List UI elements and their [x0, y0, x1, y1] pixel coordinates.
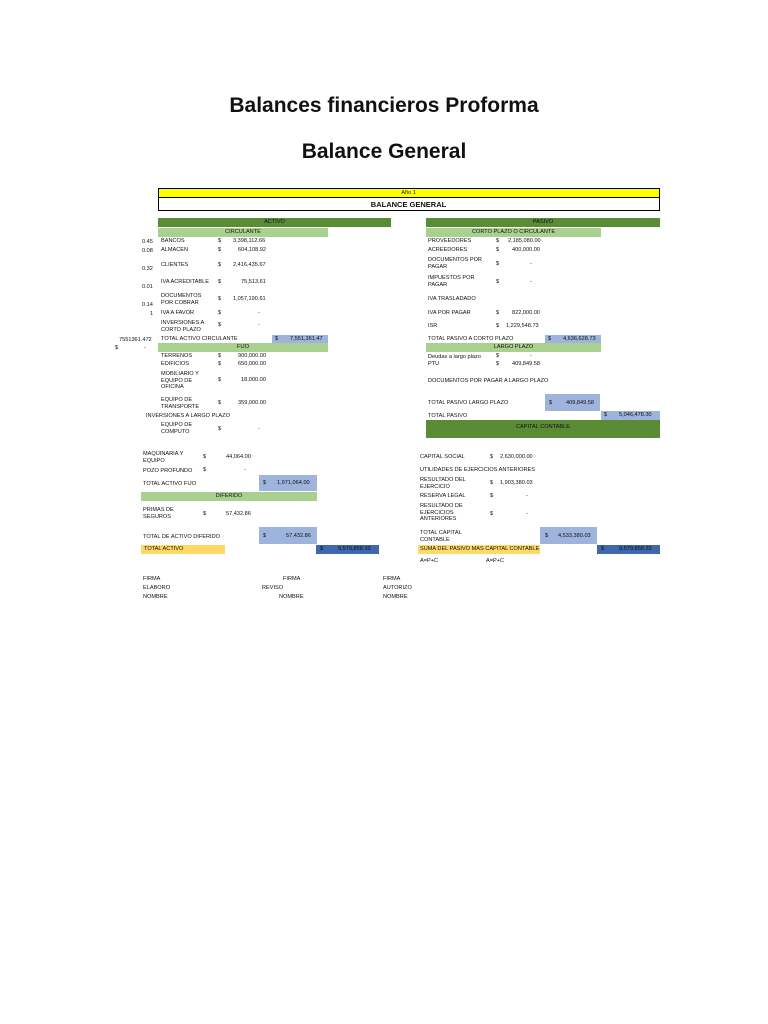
ratio: 0.08 — [142, 248, 153, 254]
currency: $ — [601, 546, 605, 552]
capital-header — [426, 420, 660, 438]
currency: $ — [218, 322, 222, 328]
check-label: A=P+C — [486, 558, 505, 564]
capital-item-label: RESULTADO DEL EJERCICIO — [420, 477, 466, 490]
side-dash: - — [144, 345, 146, 351]
activo-item-label: IVA A FAVOR — [161, 310, 195, 316]
pasivo-item-label: IVA POR PAGAR — [428, 310, 471, 316]
capital-label: CAPITAL CONTABLE — [516, 424, 570, 430]
suma-label: SUMA DEL PASIVO MAS CAPITAL CONTABLE — [420, 546, 540, 552]
side-note: 7551361.472 — [119, 337, 152, 343]
capital-item-value: 2,630,000.00 — [500, 454, 533, 460]
pasivo-item-value: 400,000.00 — [512, 247, 540, 253]
diferido-label: DIFERIDO — [215, 493, 243, 499]
currency: $ — [496, 361, 500, 367]
total-pasivo-label: TOTAL PASIVO — [428, 413, 468, 419]
currency: $ — [496, 310, 500, 316]
diferido-item-value: 57,432.86 — [226, 511, 251, 517]
currency: $ — [496, 261, 500, 267]
activo-item-label: BANCOS — [161, 238, 185, 244]
currency: $ — [549, 400, 553, 406]
currency: $ — [496, 323, 500, 329]
activo-item-value: 75,513.61 — [241, 279, 266, 285]
currency: $ — [218, 247, 222, 253]
activo-item-value: 604,108.92 — [238, 247, 266, 253]
pasivo-item-value: - — [530, 261, 532, 267]
balance-label: BALANCE GENERAL — [370, 200, 447, 209]
fijo-item-value: - — [258, 426, 260, 432]
pasivo-label: PASIVO — [532, 219, 554, 225]
currency: $ — [496, 238, 500, 244]
diferido-header — [141, 492, 317, 501]
currency: $ — [263, 480, 267, 486]
fijo-item-value: 18,000.00 — [241, 377, 266, 383]
total-fijo-cell — [259, 475, 317, 491]
total-activo-value: 9,579,858.33 — [338, 546, 371, 552]
total-largo-cell — [545, 394, 600, 411]
fijo-item-label: MOBILIARIO Y EQUIPO DE OFICINA — [161, 371, 199, 390]
currency: $ — [115, 345, 119, 351]
firma-role: REVISO — [262, 585, 284, 591]
currency: $ — [275, 336, 279, 342]
currency: $ — [218, 238, 222, 244]
check-label: A=P+C — [420, 558, 439, 564]
currency: $ — [203, 467, 207, 473]
pasivo-item-label: ACREEDORES — [428, 247, 468, 253]
capital-item-label: CAPITAL SOCIAL — [420, 454, 465, 460]
total-activo-cell — [316, 545, 379, 554]
largo-item-value: 409,849.58 — [512, 361, 540, 367]
total-activo-label-cell — [141, 545, 225, 554]
activo-item-value: 3,398,112.66 — [233, 238, 266, 244]
firma-role: AUTORIZO — [383, 585, 412, 591]
capital-item-value: - — [526, 493, 528, 499]
ratio: 1 — [150, 311, 154, 317]
largo-plazo-header — [426, 343, 601, 352]
pasivo-item-label: IMPUESTOS POR PAGAR — [428, 275, 475, 288]
main-title: Balances financieros Proforma — [229, 94, 539, 117]
total-capital-label: TOTAL CAPITAL CONTABLE — [420, 530, 462, 543]
pasivo-header — [426, 218, 660, 227]
corto-plazo-label: CORTO PLAZO O CIRCULANTE — [471, 229, 556, 235]
currency: $ — [218, 353, 222, 359]
capital-item-label: RESERVA LEGAL — [420, 493, 466, 499]
total-diferido-label: TOTAL DE ACTIVO DIFERIDO — [143, 534, 220, 540]
year-label: Año 1 — [401, 190, 416, 196]
currency: $ — [496, 247, 500, 253]
currency: $ — [218, 361, 222, 367]
fijo-item-label: EQUIPO DE COMPUTO — [161, 422, 193, 435]
firma-name: NOMBRE — [383, 594, 408, 600]
currency: $ — [218, 426, 222, 432]
pasivo-item-value: 1,229,548.73 — [506, 323, 539, 329]
activo-item-value: - — [258, 322, 260, 328]
total-fijo-value: 1,971,064.00 — [277, 480, 310, 486]
capital-item-label: RESULTADO DE EJERCICIOS ANTERIORES — [420, 503, 463, 522]
currency: $ — [218, 296, 222, 302]
ratio: 0.32 — [142, 266, 153, 272]
pasivo-item-label: IVA TRASLADADO — [428, 296, 476, 302]
fijo-item-label: EDIFICIOS — [161, 361, 189, 367]
total-diferido-value: 57,432.86 — [286, 533, 311, 539]
firma-role: ELABORO — [143, 585, 171, 591]
activo-item-label: IVA ACREDITABLE — [161, 279, 209, 285]
largo-item-value: - — [530, 353, 532, 359]
circulante-label: CIRCULANTE — [225, 229, 261, 235]
largo-item-label: Deudas a largo plazo — [428, 354, 481, 360]
pasivo-item-value: 2,185,080.00 — [508, 238, 541, 244]
currency: $ — [490, 511, 494, 517]
pasivo-item-label: PROVEEDORES — [428, 238, 472, 244]
fijo-item-value: 359,000.00 — [238, 400, 266, 406]
ratio: 0.45 — [142, 239, 153, 245]
fijo-item-value: 650,000.00 — [238, 361, 266, 367]
total-diferido-cell — [259, 527, 317, 544]
subtitle: Balance General — [301, 140, 467, 163]
total-fijo-label: TOTAL ACTIVO FIJO — [143, 481, 197, 487]
firma-label: FIRMA — [283, 576, 301, 582]
fijo-item-label: MAQUINARIA Y EQUIPO — [143, 451, 184, 464]
activo-item-label: CLIENTES — [161, 262, 189, 268]
fijo-item-label: TERRENOS — [161, 353, 193, 359]
currency: $ — [490, 480, 494, 486]
pasivo-item-value: 822,000.00 — [512, 310, 540, 316]
firma-label: FIRMA — [143, 576, 161, 582]
pasivo-item-label: ISR — [428, 323, 438, 329]
activo-label: ACTIVO — [264, 219, 285, 225]
activo-item-label: INVERSIONES A CORTO PLAZO — [161, 320, 204, 333]
largo-item-label: PTU — [428, 361, 440, 367]
currency: $ — [496, 353, 500, 359]
ratio: 0.01 — [142, 284, 153, 290]
fijo-item-value: 44,064.00 — [226, 454, 251, 460]
currency: $ — [218, 279, 222, 285]
ratio: 0.14 — [142, 302, 153, 308]
suma-label-cell — [418, 545, 540, 554]
total-capital-cell — [540, 527, 597, 544]
fijo-label: FIJO — [236, 344, 250, 350]
fijo-item-label: EQUIPO DE TRANSPORTE — [161, 397, 200, 410]
currency: $ — [263, 533, 267, 539]
total-activo-label: TOTAL ACTIVO — [144, 546, 184, 552]
capital-item-value: 1,903,380.03 — [500, 480, 533, 486]
currency: $ — [218, 262, 222, 268]
suma-cell — [597, 545, 660, 554]
pasivo-item-label: DOCUMENTOS POR PAGAR — [428, 257, 482, 270]
currency: $ — [218, 310, 222, 316]
total-circulante-label: TOTAL ACTIVO CIRCULANTE — [161, 336, 238, 342]
activo-item-label: ALMACEN — [161, 247, 189, 253]
total-circulante-value: 7,551,361.47 — [290, 336, 323, 342]
currency: $ — [203, 511, 207, 517]
currency: $ — [218, 400, 222, 406]
fijo-item-value: - — [244, 467, 246, 473]
suma-value: 9,579,858.33 — [619, 546, 652, 552]
firma-label: FIRMA — [383, 576, 401, 582]
activo-item-value: - — [258, 310, 260, 316]
currency: $ — [203, 454, 207, 460]
fijo-item-label: INVERSIONES A LARGO PLAZO — [146, 413, 230, 419]
fijo-item-label: POZO PROFUNDO — [143, 468, 193, 474]
capital-item-value: - — [526, 511, 528, 517]
activo-item-label: DOCUMENTOS POR COBRAR — [161, 293, 202, 306]
currency: $ — [320, 546, 324, 552]
firma-name: NOMBRE — [279, 594, 304, 600]
total-largo-value: 409,849.58 — [566, 400, 594, 406]
currency: $ — [548, 336, 552, 342]
total-largo-label: TOTAL PASIVO LARGO PLAZO — [428, 400, 509, 406]
total-corto-value: 4,636,628.73 — [563, 336, 596, 342]
total-pasivo-cell — [601, 411, 660, 420]
corto-plazo-header — [426, 228, 601, 237]
diferido-item-label: PRIMAS DE SEGUROS — [143, 507, 174, 520]
currency: $ — [490, 454, 494, 460]
largo-item-label: DOCUMENTOS POR PAGAR A LARGO PLAZO — [428, 378, 549, 384]
fijo-item-value: 900,000.00 — [238, 353, 266, 359]
activo-header — [158, 218, 391, 227]
total-corto-label: TOTAL PASIVO A CORTO PLAZO — [428, 336, 514, 342]
currency: $ — [496, 279, 500, 285]
circulante-header — [158, 228, 328, 237]
activo-item-value: 2,416,435.67 — [233, 262, 266, 268]
activo-item-value: 1,057,190.61 — [233, 296, 266, 302]
currency: $ — [604, 412, 608, 418]
largo-plazo-label: LARGO PLAZO — [493, 344, 534, 350]
total-pasivo-value: 5,046,478.30 — [619, 412, 652, 418]
pasivo-item-value: - — [530, 279, 532, 285]
firma-name: NOMBRE — [143, 594, 168, 600]
fijo-header — [158, 343, 328, 352]
balance-header — [158, 197, 660, 211]
capital-item-label: UTILIDADES DE EJERCICIOS ANTERIORES — [420, 467, 536, 473]
currency: $ — [545, 533, 549, 539]
currency: $ — [218, 377, 222, 383]
currency: $ — [490, 493, 494, 499]
total-capital-value: 4,533,380.03 — [558, 533, 591, 539]
